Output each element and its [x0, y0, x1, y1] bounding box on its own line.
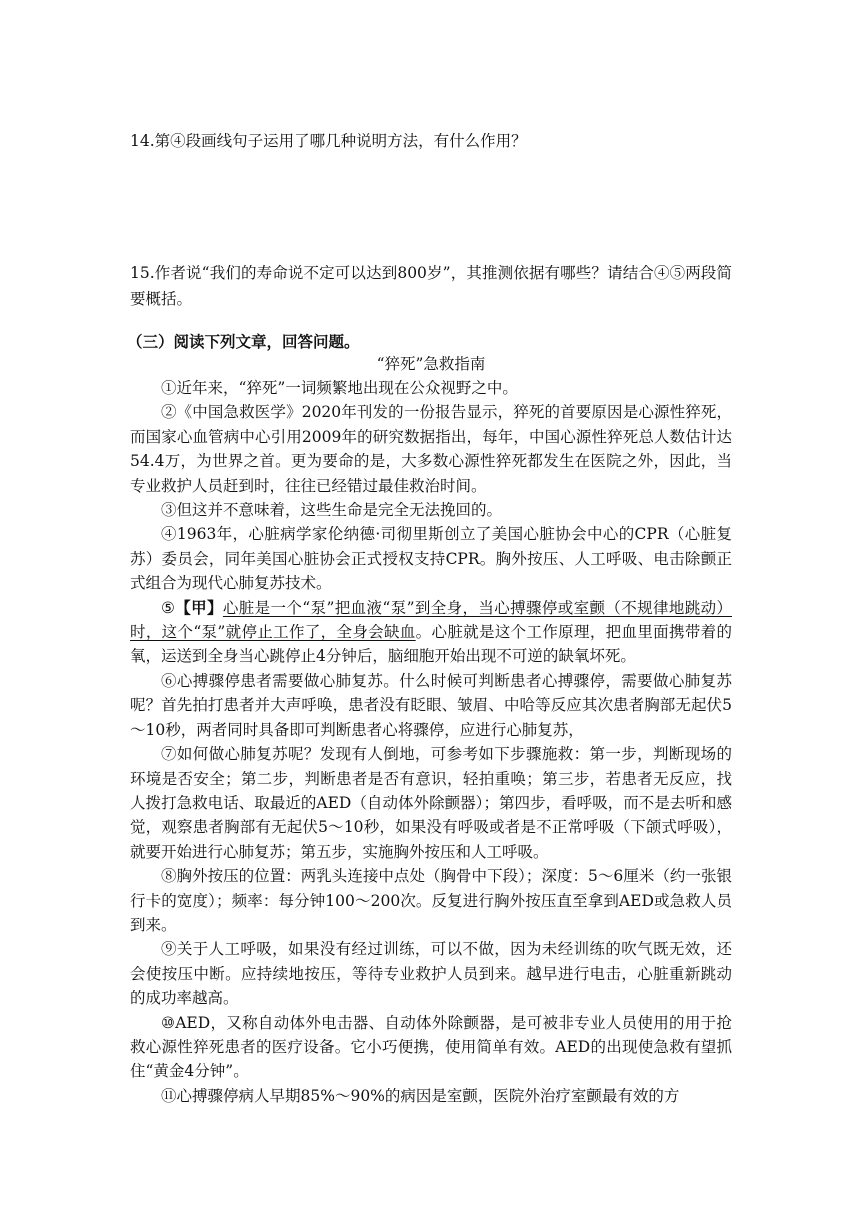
paragraph-5-mark: 【甲】: [175, 597, 223, 617]
paragraph-3: ③但这并不意味着，这些生命是完全无法挽回的。: [161, 501, 503, 520]
underlined-sentence: 心脏是一个“泵”把血液“泵”到全身，当心搏骤停或室颤（不规律地跳动）时，这个“泵”就停止工作了，全身会缺血: [130, 598, 732, 642]
paragraph-7: ⑦如何做心肺复苏呢？发现有人倒地，可参考如下步骤施救：第一步，判断现场的环境是否安全；第二步，判断患者是否有意识，轻拍重唤；第三步，若患者无反应，找人拨打急救电话、取最近的AED（自动体外除颤器）；第四步，看呼吸，而不是去听和感觉，观察患者胸部有无起伏5～10秒，如果没有呼吸或者是不正常呼吸（下颌式呼吸），就要开始进行心肺复苏；第五步，实施胸外按压和人工呼吸。: [130, 745, 732, 861]
paragraph-4: ④1963年，心脏病学家伦纳德·司彻里斯创立了美国心脏协会中心的CPR（心脏复苏）委员会，同年美国心脏协会正式授权支持CPR。胸外按压、人工呼吸、电击除颤正式组合为现代心肺复苏技术。: [130, 525, 732, 593]
paragraph-1: ①近年来，“猝死”一词频繁地出现在公众视野之中。: [161, 379, 518, 397]
section-heading: （三）阅读下列文章，回答问题。: [127, 332, 360, 351]
paragraph-5: [130, 596, 732, 669]
article-title: “猝死”急救指南: [376, 355, 486, 373]
paragraph-9: ⑨关于人工呼吸，如果没有经过训练，可以不做，因为未经训练的吹气既无效，还会使按压中断。应持续地按压，等待专业救护人员到来。越早进行电击，心脏重新跳动的成功率越高。: [130, 940, 732, 1008]
paragraph-10: ⑩AED，又称自动体外电击器、自动体外除颤器，是可被非专业人员使用的用于抢救心源性猝死患者的医疗设备。它小巧便携，使用简单有效。AED的出现使急救有望抓住“黄金4分钟”。: [130, 1013, 732, 1081]
question-14: 14.第④段画线句子运用了哪几种说明方法，有什么作用？: [130, 132, 527, 150]
paragraph-2: ②《中国急救医学》2020年刊发的一份报告显示，猝死的首要原因是心源性猝死，而国家心血管病中心引用2009年的研究数据指出，每年，中国心源性猝死总人数估计达54.4万，为世界之首。更为要命的是，大多数心源性猝死都发生在医院之外，因此，当专业救护人员赶到时，往往已经错过最佳救治时间。: [130, 403, 732, 495]
paragraph-6: ⑥心搏骤停患者需要做心肺复苏。什么时候可判断患者心搏骤停，需要做心肺复苏呢？首先拍打患者并大声呼唤，患者没有眨眼、皱眉、中哈等反应其次患者胸部无起伏5～10秒，两者同时具备即可判断患者心将骤停，应进行心肺复苏，: [130, 671, 732, 739]
paragraph-5-rest: 。心脏就是这个工作原理，把血里面携带着的氧，运送到全身当心跳停止4分钟后，脑细胞开始出现不可逆的缺氧坏死。: [130, 623, 732, 666]
paragraph-5-number: ⑤: [161, 598, 176, 617]
article-body: [130, 376, 732, 1108]
paragraph-11: ⑪心搏骤停病人早期85%～90%的病因是室颤，医院外治疗室颤最有效的方: [161, 1086, 680, 1105]
paragraph-8: ⑧胸外按压的位置：两乳头连接中点处（胸骨中下段）；深度：5～6厘米（约一张银行卡的宽度）；频率：每分钟100～200次。反复进行胸外按压直至拿到AED或急救人员到来。: [130, 867, 732, 934]
question-15: 15.作者说“我们的寿命说不定可以达到800岁”，其推测依据有哪些？请结合④⑤两段简要概括。: [130, 264, 732, 308]
